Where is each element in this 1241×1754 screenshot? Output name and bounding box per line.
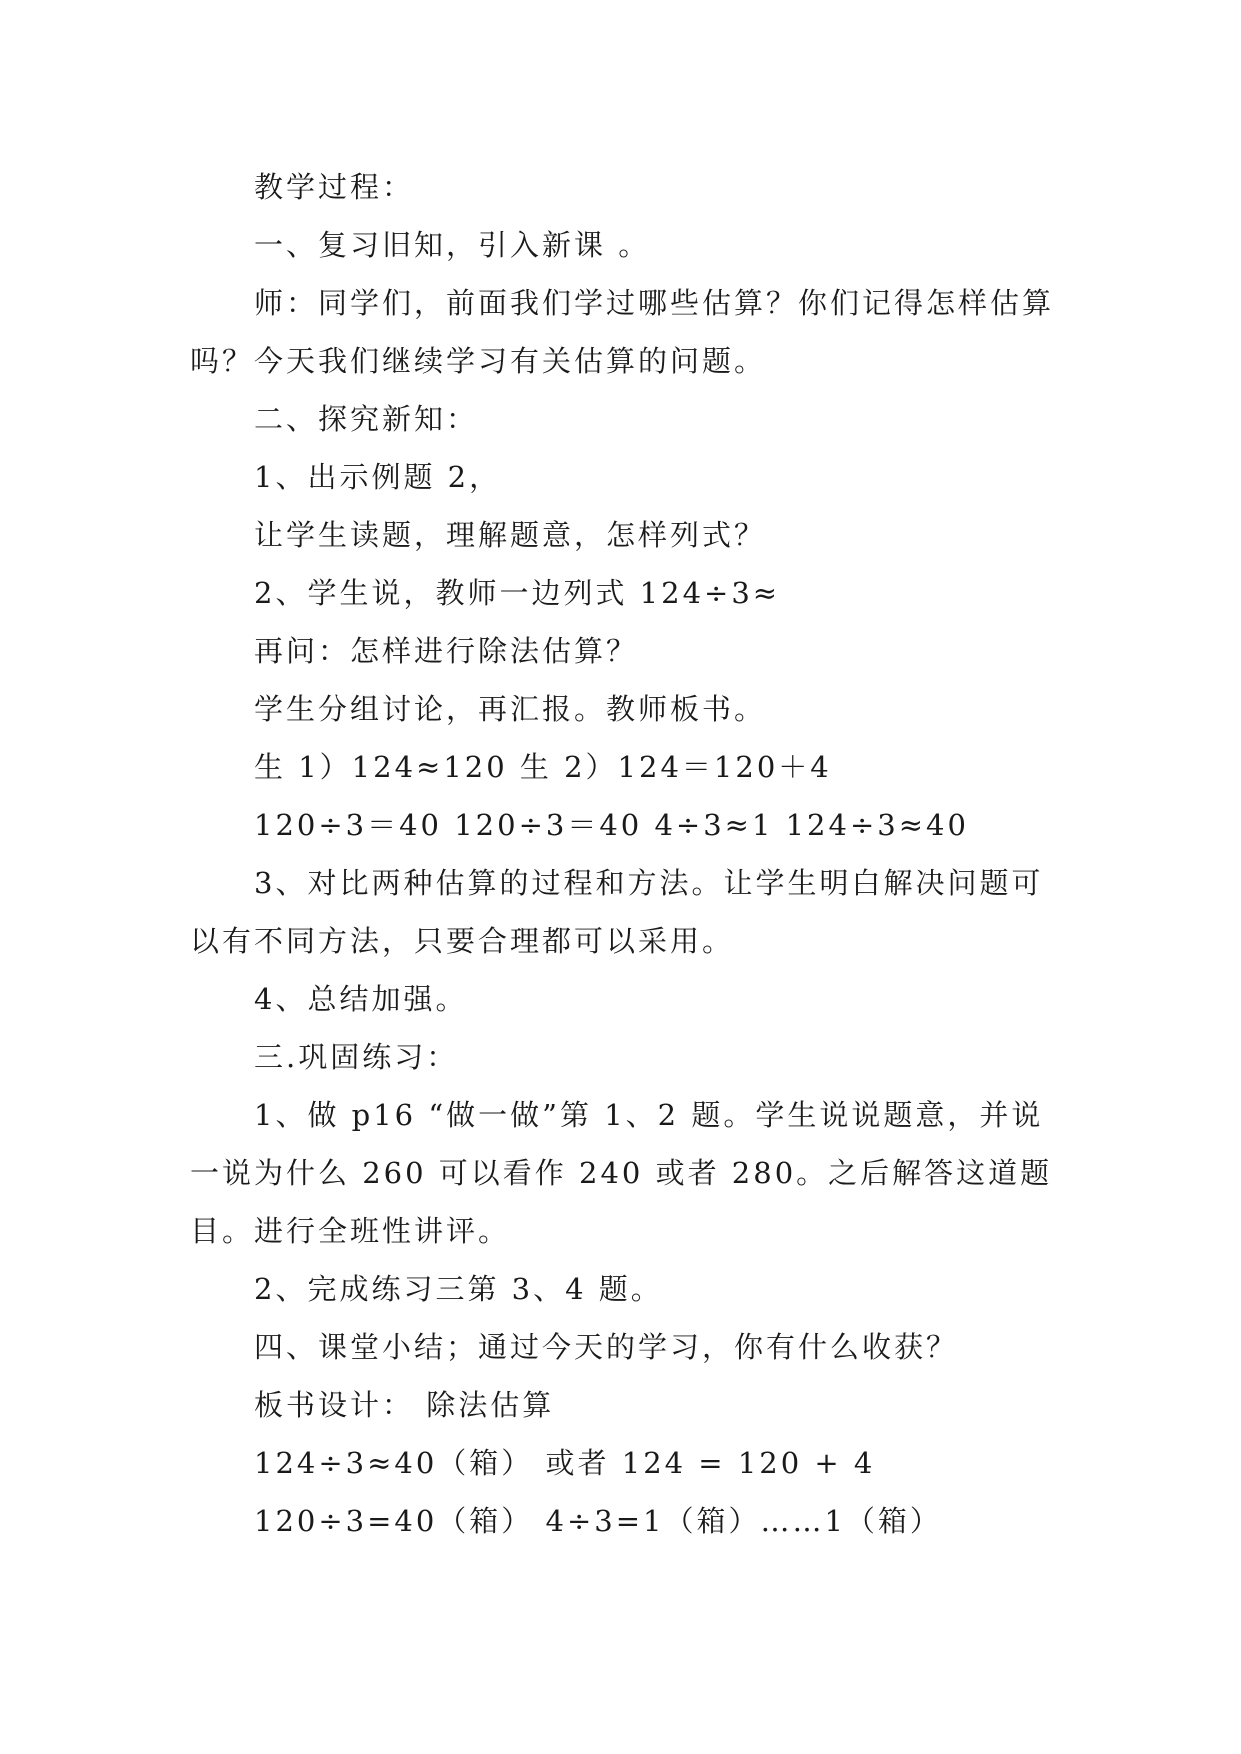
step-compare-methods: 3、对比两种估算的过程和方法。让学生明白解决问题可以有不同方法，只要合理都可以采用。 xyxy=(190,866,1044,958)
section-review: 一、复习旧知，引入新课 。 xyxy=(254,228,651,262)
practice-item-1: 1、做 p16 “做一做”第 1、2 题。学生说说题意，并说一说为什么 260 可以看作 240 或者 280。之后解答这道题目。进行全班性讲评。 xyxy=(190,1098,1053,1248)
step-ask-again: 再问：怎样进行除法估算？ xyxy=(254,634,639,668)
section-explore: 二、探究新知： xyxy=(254,402,479,436)
section-class-summary: 四、课堂小结；通过今天的学习，你有什么收获？ xyxy=(254,1330,959,1364)
board-line-1: 124÷3≈40（箱） 或者 124 = 120 + 4 xyxy=(254,1446,876,1480)
board-design-heading: 板书设计： 除法估算 xyxy=(254,1388,555,1422)
step-group-discussion: 学生分组讨论，再汇报。教师板书。 xyxy=(254,692,767,726)
heading-teaching-process: 教学过程： xyxy=(254,170,415,204)
board-line-2: 120÷3=40（箱） 4÷3=1（箱）……1（箱） xyxy=(254,1504,942,1538)
step-summary: 4、总结加强。 xyxy=(254,982,468,1016)
step-show-example: 1、出示例题 2， xyxy=(254,460,502,494)
section-practice: 三.巩固练习： xyxy=(254,1040,459,1074)
calculation-line: 120÷3＝40 120÷3＝40 4÷3≈1 124÷3≈40 xyxy=(254,808,969,842)
step-formula: 2、学生说，教师一边列式 124÷3≈ xyxy=(254,576,781,610)
practice-item-2: 2、完成练习三第 3、4 题。 xyxy=(254,1272,663,1306)
student-answers: 生 1）124≈120 生 2）124＝120＋4 xyxy=(254,750,832,784)
document-body xyxy=(190,158,1070,1550)
teacher-question: 师：同学们，前面我们学过哪些估算？你们记得怎样估算吗？今天我们继续学习有关估算的问题。 xyxy=(190,286,1055,378)
step-read-problem: 让学生读题，理解题意，怎样列式？ xyxy=(254,518,767,552)
